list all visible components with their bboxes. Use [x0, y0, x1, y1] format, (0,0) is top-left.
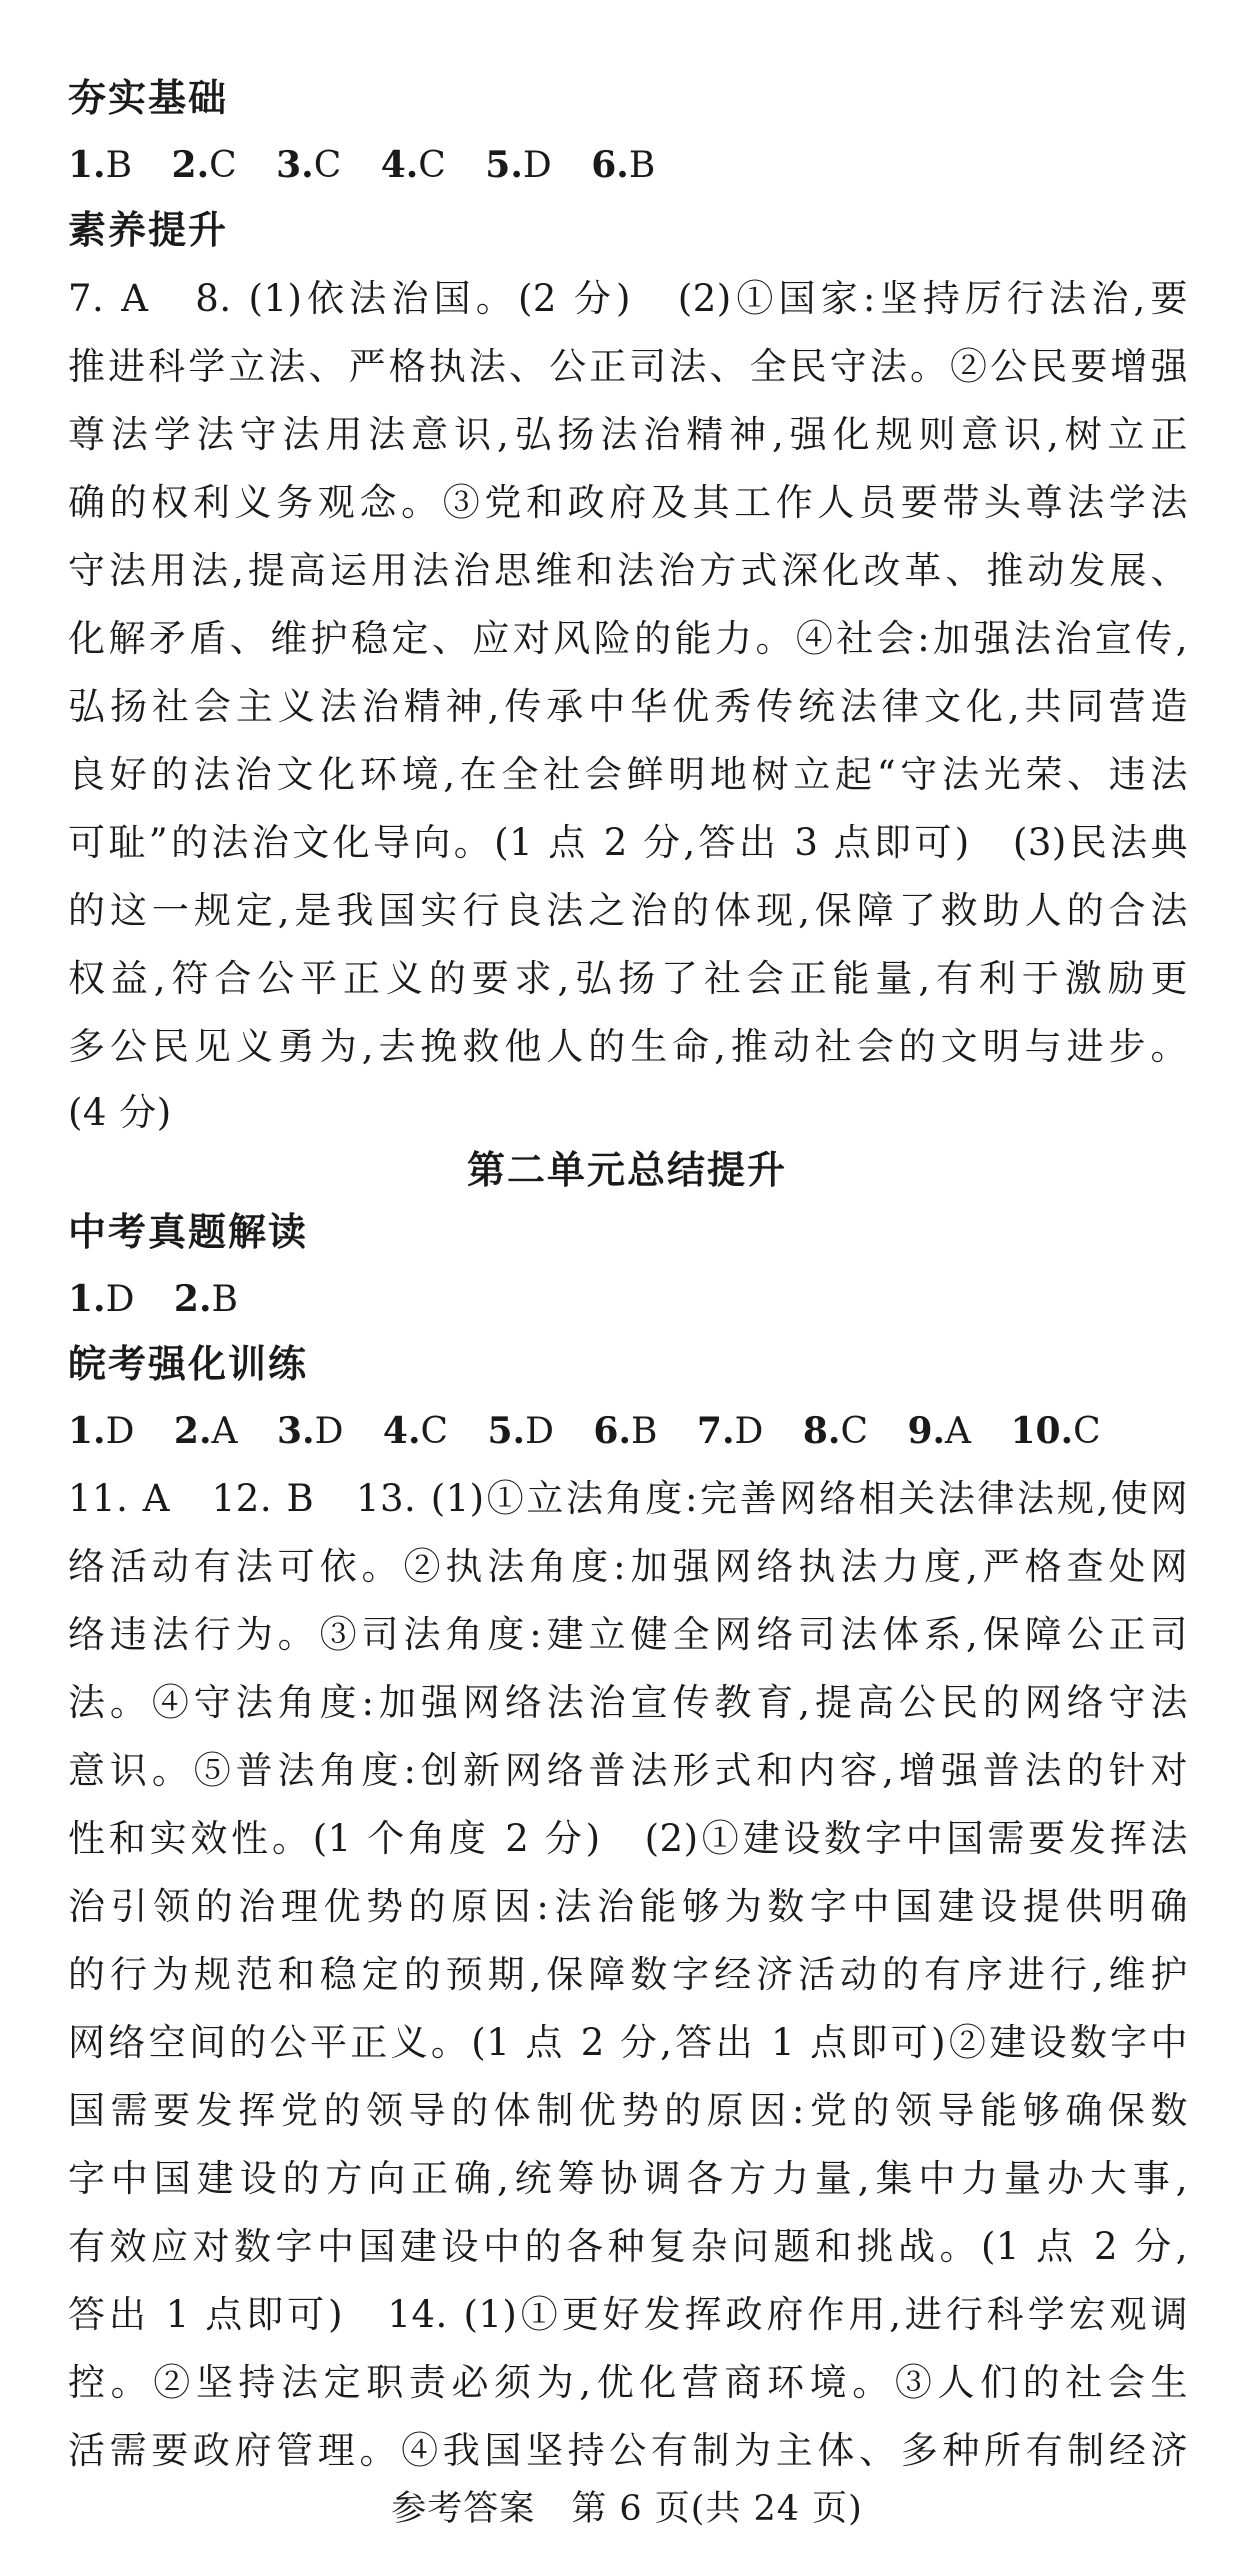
- text-line: 7. A 8. (1)依法治国。(2 分) (2)①国家:坚持厉行法治,要: [68, 277, 1188, 320]
- answer-item: 1.D: [68, 1278, 135, 1320]
- text-line: 弘扬社会主义法治精神,传承中华优秀传统法律文化,共同营造: [68, 685, 1188, 728]
- text-line: 守法用法,提高运用法治思维和法治方式深化改革、推动发展、: [68, 549, 1188, 592]
- text-line: 络违法行为。③司法角度:建立健全网络司法体系,保障公正司: [68, 1613, 1188, 1656]
- answer-item: 5.D: [485, 144, 552, 186]
- answer-item: 3.D: [276, 1410, 344, 1452]
- section-title-jichu: 夯实基础: [68, 76, 229, 120]
- unit-title: 第二单元总结提升: [466, 1148, 787, 1192]
- text-line: 意识。⑤普法角度:创新网络普法形式和内容,增强普法的针对: [68, 1749, 1188, 1792]
- text-line: 化解矛盾、维护稳定、应对风险的能力。④社会:加强法治宣传,: [68, 617, 1188, 660]
- text-line: 权益,符合公平正义的要求,弘扬了社会正能量,有利于激励更: [68, 957, 1188, 1000]
- answer-item: 7.D: [696, 1410, 764, 1452]
- text-line: 确的权利义务观念。③党和政府及其工作人员要带头尊法学法: [68, 481, 1188, 524]
- answers-zhenti: [68, 1276, 266, 1323]
- answers-jichu: [68, 142, 683, 189]
- text-line: 答出 1 点即可) 14. (1)①更好发挥政府作用,进行科学宏观调: [68, 2293, 1188, 2336]
- answer-item: 2.A: [173, 1410, 238, 1452]
- text-line: 尊法学法守法用法意识,弘扬法治精神,强化规则意识,树立正: [68, 413, 1188, 456]
- section-title-suyang: 素养提升: [68, 208, 229, 252]
- section-title-zhenti: 中考真题解读: [68, 1210, 309, 1254]
- answer-item: 2.B: [173, 1278, 238, 1320]
- text-line: 法。④守法角度:加强网络法治宣传教育,提高公民的网络守法: [68, 1681, 1188, 1724]
- text-line: 推进科学立法、严格执法、公正司法、全民守法。②公民要增强: [68, 345, 1188, 388]
- answer-item: 5.D: [487, 1410, 554, 1452]
- page-footer: 参考答案 第 6 页(共 24 页): [391, 2489, 863, 2529]
- text-line: 网络空间的公平正义。(1 点 2 分,答出 1 点即可)②建设数字中: [68, 2021, 1188, 2064]
- text-line: 国需要发挥党的领导的体制优势的原因:党的领导能够确保数: [68, 2089, 1188, 2132]
- text-line: 11. A 12. B 13. (1)①立法角度:完善网络相关法律法规,使网: [68, 1477, 1188, 1520]
- answer-item: 6.B: [593, 1410, 658, 1452]
- answer-item: 3.C: [276, 144, 342, 186]
- text-line: 多公民见义勇为,去挽救他人的生命,推动社会的文明与进步。: [68, 1025, 1188, 1068]
- text-line: 字中国建设的方向正确,统筹协调各方力量,集中力量办大事,: [68, 2157, 1188, 2200]
- text-line: 可耻”的法治文化导向。(1 点 2 分,答出 3 点即可) (3)民法典: [68, 821, 1188, 864]
- answers-wankao: [68, 1408, 1129, 1455]
- section-title-wankao: 皖考强化训练: [68, 1342, 309, 1386]
- answer-item: 6.B: [591, 144, 656, 186]
- answer-item: 8.C: [802, 1410, 868, 1452]
- answer-item: 2.C: [171, 144, 237, 186]
- text-line: (4 分): [68, 1091, 172, 1134]
- answer-item: 1.D: [68, 1410, 135, 1452]
- text-line: 络活动有法可依。②执法角度:加强网络执法力度,严格查处网: [68, 1545, 1188, 1588]
- text-line: 性和实效性。(1 个角度 2 分) (2)①建设数字中国需要发挥法: [68, 1817, 1188, 1860]
- answer-item: 4.C: [380, 144, 446, 186]
- text-line: 良好的法治文化环境,在全社会鲜明地树立起“守法光荣、违法: [68, 753, 1188, 796]
- answer-item: 9.A: [907, 1410, 972, 1452]
- answer-item: 1.B: [68, 144, 133, 186]
- text-line: 治引领的治理优势的原因:法治能够为数字中国建设提供明确: [68, 1885, 1188, 1928]
- answer-item: 4.C: [382, 1410, 449, 1452]
- text-line: 的这一规定,是我国实行良法之治的体现,保障了救助人的合法: [68, 889, 1188, 932]
- text-line: 活需要政府管理。④我国坚持公有制为主体、多种所有制经济: [68, 2429, 1188, 2472]
- text-line: 的行为规范和稳定的预期,保障数字经济活动的有序进行,维护: [68, 1953, 1188, 1996]
- text-line: 有效应对数字中国建设中的各种复杂问题和挑战。(1 点 2 分,: [68, 2225, 1188, 2268]
- answer-item: 10.C: [1010, 1410, 1101, 1452]
- text-line: 控。②坚持法定职责必须为,优化营商环境。③人们的社会生: [68, 2361, 1188, 2404]
